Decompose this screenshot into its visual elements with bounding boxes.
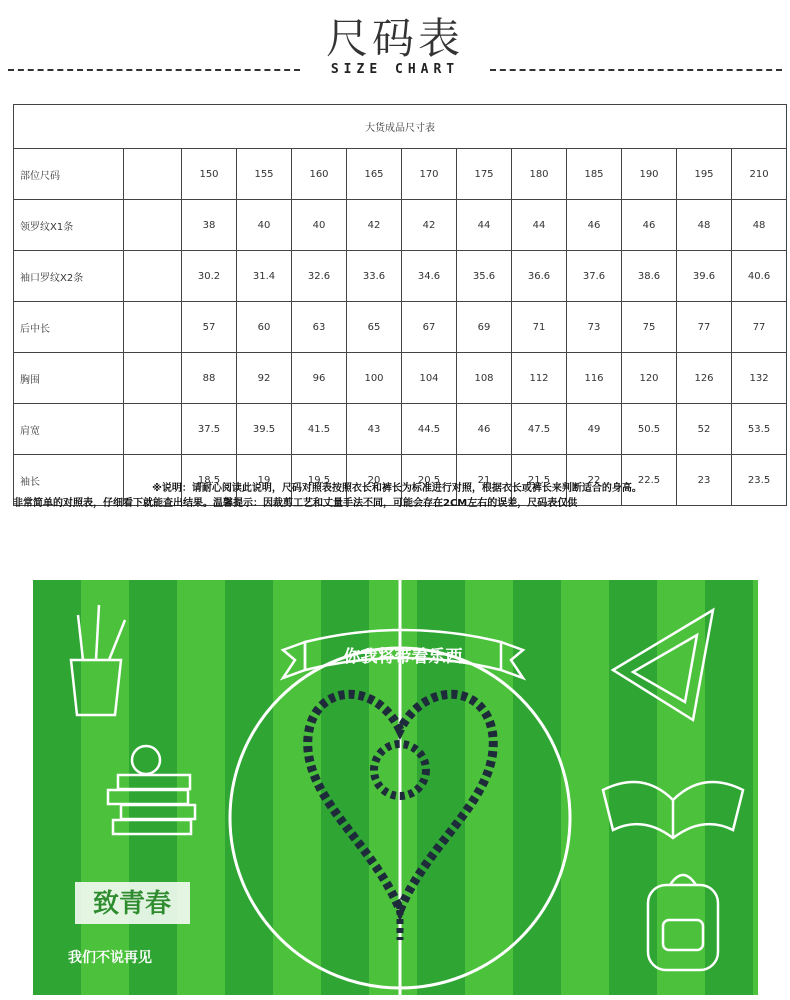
row-label: 胸围 <box>14 353 124 404</box>
table-cell: 48 <box>732 200 787 251</box>
table-cell: 37.6 <box>567 251 622 302</box>
table-cell: 112 <box>512 353 567 404</box>
table-cell: 69 <box>457 302 512 353</box>
table-row <box>14 251 787 302</box>
table-cell: 39.5 <box>237 404 292 455</box>
slogan-text: 致青春 <box>92 889 172 919</box>
table-caption: 大货成品尺寸表 <box>14 105 787 149</box>
blank-cell <box>124 149 182 200</box>
table-cell: 20.5 <box>402 455 457 506</box>
blank-cell <box>124 200 182 251</box>
table-cell: 23 <box>677 455 732 506</box>
blank-cell <box>124 404 182 455</box>
table-cell: 71 <box>512 302 567 353</box>
table-cell: 210 <box>732 149 787 200</box>
table-cell: 31.4 <box>237 251 292 302</box>
table-cell: 32.6 <box>292 251 347 302</box>
table-cell: 49 <box>567 404 622 455</box>
table-cell: 39.6 <box>677 251 732 302</box>
table-cell: 23.5 <box>732 455 787 506</box>
table-cell: 190 <box>622 149 677 200</box>
row-label: 袖长 <box>14 455 124 506</box>
page-subtitle: SIZE CHART <box>330 62 460 77</box>
table-cell: 40 <box>237 200 292 251</box>
table-cell: 19.5 <box>292 455 347 506</box>
open-book-doodle <box>603 782 743 838</box>
note-line-2: 非常简单的对照表，仔细看下就能查出结果。温馨提示：因裁剪工艺和丈量手法不同，可能会存在2CM左右的误差，尺码表仅供 <box>13 498 578 509</box>
table-cell: 120 <box>622 353 677 404</box>
table-cell: 104 <box>402 353 457 404</box>
table-row <box>14 353 787 404</box>
table-cell: 180 <box>512 149 567 200</box>
table-cell: 60 <box>237 302 292 353</box>
table-cell: 41.5 <box>292 404 347 455</box>
table-cell: 22.5 <box>622 455 677 506</box>
table-cell: 100 <box>347 353 402 404</box>
table-cell: 52 <box>677 404 732 455</box>
blank-cell <box>124 353 182 404</box>
blank-cell <box>124 302 182 353</box>
table-cell: 37.5 <box>182 404 237 455</box>
row-label: 后中长 <box>14 302 124 353</box>
subtitle-divider <box>8 62 782 78</box>
table-cell: 116 <box>567 353 622 404</box>
row-label: 肩宽 <box>14 404 124 455</box>
table-cell: 38.6 <box>622 251 677 302</box>
table-cell: 33.6 <box>347 251 402 302</box>
table-cell: 195 <box>677 149 732 200</box>
table-cell: 53.5 <box>732 404 787 455</box>
table-cell: 43 <box>347 404 402 455</box>
row-label: 袖口罗纹X2条 <box>14 251 124 302</box>
page-title: 尺码表 <box>325 14 464 63</box>
pencil-cup-doodle <box>71 605 125 715</box>
table-cell: 19 <box>237 455 292 506</box>
table-cell: 18.5 <box>182 455 237 506</box>
table-cell: 44 <box>457 200 512 251</box>
table-cell: 40 <box>292 200 347 251</box>
table-cell: 77 <box>677 302 732 353</box>
table-cell: 65 <box>347 302 402 353</box>
table-cell: 108 <box>457 353 512 404</box>
table-cell: 22 <box>567 455 622 506</box>
table-row <box>14 200 787 251</box>
triangle-ruler-doodle <box>613 610 713 720</box>
table-cell: 38 <box>182 200 237 251</box>
football-pitch-photo <box>33 580 758 995</box>
table-cell: 44 <box>512 200 567 251</box>
table-cell: 150 <box>182 149 237 200</box>
table-cell: 67 <box>402 302 457 353</box>
size-notes <box>13 481 781 511</box>
table-cell: 57 <box>182 302 237 353</box>
table-cell: 47.5 <box>512 404 567 455</box>
table-cell: 30.2 <box>182 251 237 302</box>
size-table <box>13 104 787 506</box>
table-cell: 96 <box>292 353 347 404</box>
table-row <box>14 149 787 200</box>
row-label: 部位尺码 <box>14 149 124 200</box>
table-cell: 63 <box>292 302 347 353</box>
table-cell: 50.5 <box>622 404 677 455</box>
blank-cell <box>124 251 182 302</box>
table-row <box>14 404 787 455</box>
table-cell: 42 <box>402 200 457 251</box>
table-cell: 40.6 <box>732 251 787 302</box>
backpack-doodle <box>648 875 718 970</box>
table-cell: 126 <box>677 353 732 404</box>
table-cell: 77 <box>732 302 787 353</box>
table-cell: 46 <box>457 404 512 455</box>
table-cell: 75 <box>622 302 677 353</box>
books-apple-doodle <box>108 746 195 834</box>
table-cell: 132 <box>732 353 787 404</box>
row-label: 领罗纹X1条 <box>14 200 124 251</box>
table-cell: 42 <box>347 200 402 251</box>
table-cell: 46 <box>622 200 677 251</box>
table-cell: 35.6 <box>457 251 512 302</box>
table-cell: 165 <box>347 149 402 200</box>
table-cell: 46 <box>567 200 622 251</box>
table-cell: 92 <box>237 353 292 404</box>
table-cell: 175 <box>457 149 512 200</box>
ribbon-text: 你我将带着乐西 <box>343 647 463 667</box>
table-cell: 21 <box>457 455 512 506</box>
table-row <box>14 302 787 353</box>
pitch-drawing <box>33 580 758 995</box>
note-line-1: ※说明：请耐心阅读此说明，尺码对照表按照衣长和裤长为标准进行对照，根据衣长或裤长来判断适合的身高。 <box>152 483 642 494</box>
table-cell: 160 <box>292 149 347 200</box>
table-cell: 170 <box>402 149 457 200</box>
table-cell: 155 <box>237 149 292 200</box>
table-cell: 36.6 <box>512 251 567 302</box>
table-cell: 21.5 <box>512 455 567 506</box>
table-cell: 20 <box>347 455 402 506</box>
table-cell: 44.5 <box>402 404 457 455</box>
table-cell: 34.6 <box>402 251 457 302</box>
table-cell: 48 <box>677 200 732 251</box>
table-cell: 185 <box>567 149 622 200</box>
table-cell: 73 <box>567 302 622 353</box>
tagline-text: 我们不说再见 <box>68 950 152 966</box>
table-cell: 88 <box>182 353 237 404</box>
